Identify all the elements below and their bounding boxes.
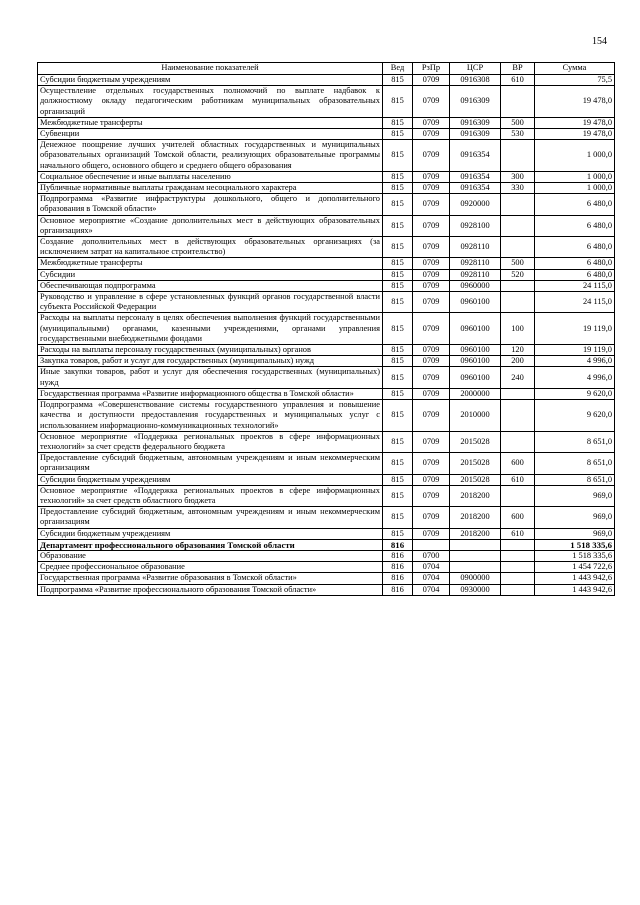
cell-name: Создание дополнительных мест в действующих образовательных организациях (за исключением затрат на капитальное строительство) xyxy=(38,237,383,258)
cell-vr xyxy=(501,215,535,236)
cell-rzpr: 0709 xyxy=(413,269,450,280)
cell-csr: 0928110 xyxy=(450,269,501,280)
cell-rzpr: 0709 xyxy=(413,400,450,432)
cell-rzpr: 0700 xyxy=(413,550,450,561)
column-header-sum: Сумма xyxy=(535,63,615,75)
cell-rzpr: 0709 xyxy=(413,237,450,258)
table-row xyxy=(38,117,615,128)
cell-rzpr: 0709 xyxy=(413,485,450,506)
cell-sum: 8 651,0 xyxy=(535,453,615,474)
table-row xyxy=(38,129,615,140)
cell-ved: 816 xyxy=(383,562,413,573)
cell-rzpr: 0709 xyxy=(413,86,450,118)
cell-vr: 530 xyxy=(501,129,535,140)
cell-csr: 0916354 xyxy=(450,183,501,194)
cell-name: Субсидии бюджетным учреждениям xyxy=(38,528,383,539)
cell-vr: 330 xyxy=(501,183,535,194)
cell-csr: 2018200 xyxy=(450,485,501,506)
cell-sum: 1 000,0 xyxy=(535,171,615,182)
cell-ved: 815 xyxy=(383,345,413,356)
cell-ved: 815 xyxy=(383,453,413,474)
table-row xyxy=(38,215,615,236)
cell-vr: 100 xyxy=(501,313,535,345)
cell-name: Предоставление субсидий бюджетным, автономным учреждениям и иным некоммерческим организациям xyxy=(38,453,383,474)
table-row xyxy=(38,539,615,550)
cell-sum: 6 480,0 xyxy=(535,237,615,258)
cell-sum: 24 115,0 xyxy=(535,280,615,291)
cell-csr: 0960100 xyxy=(450,367,501,388)
cell-vr: 120 xyxy=(501,345,535,356)
cell-rzpr: 0709 xyxy=(413,117,450,128)
cell-sum: 1 518 335,6 xyxy=(535,550,615,561)
cell-vr: 240 xyxy=(501,367,535,388)
cell-rzpr: 0709 xyxy=(413,194,450,215)
cell-vr xyxy=(501,485,535,506)
cell-csr: 0916309 xyxy=(450,117,501,128)
table-body xyxy=(38,75,615,596)
cell-vr xyxy=(501,573,535,584)
table-row xyxy=(38,474,615,485)
cell-rzpr: 0704 xyxy=(413,584,450,595)
cell-csr: 2010000 xyxy=(450,400,501,432)
cell-ved: 815 xyxy=(383,356,413,367)
cell-name: Руководство и управление в сфере установленных функций органов государственной власти субъекта Российской Федерации xyxy=(38,292,383,313)
cell-ved: 815 xyxy=(383,215,413,236)
cell-ved: 815 xyxy=(383,237,413,258)
column-header-rzpr: РзПр xyxy=(413,63,450,75)
table-row xyxy=(38,258,615,269)
cell-rzpr: 0709 xyxy=(413,280,450,291)
cell-sum: 6 480,0 xyxy=(535,269,615,280)
cell-vr xyxy=(501,400,535,432)
cell-name: Департамент профессионального образования Томской области xyxy=(38,539,383,550)
cell-rzpr: 0709 xyxy=(413,258,450,269)
cell-csr: 0928100 xyxy=(450,215,501,236)
table-row xyxy=(38,292,615,313)
cell-rzpr: 0709 xyxy=(413,129,450,140)
cell-vr: 500 xyxy=(501,117,535,128)
cell-csr: 0928110 xyxy=(450,237,501,258)
cell-sum: 1 000,0 xyxy=(535,183,615,194)
cell-vr xyxy=(501,237,535,258)
cell-sum: 19 119,0 xyxy=(535,313,615,345)
cell-csr: 0900000 xyxy=(450,573,501,584)
cell-rzpr: 0709 xyxy=(413,474,450,485)
cell-csr: 0960100 xyxy=(450,292,501,313)
cell-ved: 815 xyxy=(383,292,413,313)
cell-ved: 815 xyxy=(383,171,413,182)
cell-ved: 815 xyxy=(383,258,413,269)
cell-vr xyxy=(501,550,535,561)
cell-name: Социальное обеспечение и иные выплаты населению xyxy=(38,171,383,182)
cell-vr: 610 xyxy=(501,528,535,539)
cell-vr: 600 xyxy=(501,453,535,474)
table-row xyxy=(38,140,615,172)
cell-rzpr: 0709 xyxy=(413,313,450,345)
cell-ved: 815 xyxy=(383,280,413,291)
cell-vr xyxy=(501,194,535,215)
cell-sum: 1 000,0 xyxy=(535,140,615,172)
cell-csr: 2018200 xyxy=(450,528,501,539)
cell-name: Межбюджетные трансферты xyxy=(38,258,383,269)
cell-rzpr: 0709 xyxy=(413,356,450,367)
cell-csr: 2000000 xyxy=(450,388,501,399)
cell-csr: 0960100 xyxy=(450,313,501,345)
cell-name: Образование xyxy=(38,550,383,561)
cell-vr: 300 xyxy=(501,171,535,182)
cell-name: Основное мероприятие «Создание дополнительных мест в действующих образовательных организациях» xyxy=(38,215,383,236)
cell-ved: 815 xyxy=(383,313,413,345)
table-row xyxy=(38,356,615,367)
cell-rzpr: 0709 xyxy=(413,75,450,86)
table-row xyxy=(38,550,615,561)
column-header-name: Наименование показателей xyxy=(38,63,383,75)
cell-ved: 816 xyxy=(383,539,413,550)
cell-csr: 0960100 xyxy=(450,356,501,367)
cell-csr xyxy=(450,562,501,573)
cell-name: Субсидии бюджетным учреждениям xyxy=(38,474,383,485)
table-row xyxy=(38,453,615,474)
cell-sum: 4 996,0 xyxy=(535,356,615,367)
cell-vr: 610 xyxy=(501,75,535,86)
cell-sum: 24 115,0 xyxy=(535,292,615,313)
cell-csr: 2015028 xyxy=(450,453,501,474)
cell-ved: 815 xyxy=(383,129,413,140)
cell-sum: 969,0 xyxy=(535,485,615,506)
cell-name: Осуществление отдельных государственных полномочий по выплате надбавок к должностному окладу педагогическим работникам муниципальных образовательных организаций xyxy=(38,86,383,118)
cell-name: Государственная программа «Развитие информационного общества в Томской области» xyxy=(38,388,383,399)
cell-rzpr: 0709 xyxy=(413,453,450,474)
table-header-row xyxy=(38,63,615,75)
column-header-csr: ЦСР xyxy=(450,63,501,75)
cell-rzpr: 0709 xyxy=(413,388,450,399)
cell-vr xyxy=(501,431,535,452)
table-row xyxy=(38,171,615,182)
cell-csr: 2015028 xyxy=(450,474,501,485)
cell-csr: 0930000 xyxy=(450,584,501,595)
cell-name: Среднее профессиональное образование xyxy=(38,562,383,573)
table-row xyxy=(38,562,615,573)
cell-ved: 816 xyxy=(383,550,413,561)
cell-vr: 500 xyxy=(501,258,535,269)
table-row xyxy=(38,367,615,388)
cell-name: Иные закупки товаров, работ и услуг для обеспечения государственных (муниципальных) нужд xyxy=(38,367,383,388)
cell-rzpr xyxy=(413,539,450,550)
cell-vr xyxy=(501,539,535,550)
cell-csr: 0920000 xyxy=(450,194,501,215)
table-row xyxy=(38,400,615,432)
cell-sum: 969,0 xyxy=(535,528,615,539)
cell-csr: 0916309 xyxy=(450,129,501,140)
cell-vr xyxy=(501,86,535,118)
cell-name: Подпрограмма «Развитие профессионального образования Томской области» xyxy=(38,584,383,595)
cell-vr xyxy=(501,388,535,399)
cell-ved: 815 xyxy=(383,485,413,506)
cell-rzpr: 0704 xyxy=(413,573,450,584)
cell-ved: 815 xyxy=(383,117,413,128)
cell-csr: 0916354 xyxy=(450,140,501,172)
cell-sum: 1 443 942,6 xyxy=(535,573,615,584)
cell-rzpr: 0709 xyxy=(413,140,450,172)
cell-name: Предоставление субсидий бюджетным, автономным учреждениям и иным некоммерческим организациям xyxy=(38,507,383,528)
cell-ved: 815 xyxy=(383,86,413,118)
cell-sum: 19 478,0 xyxy=(535,117,615,128)
cell-csr: 0960000 xyxy=(450,280,501,291)
table-row xyxy=(38,313,615,345)
cell-csr: 2015028 xyxy=(450,431,501,452)
cell-rzpr: 0709 xyxy=(413,431,450,452)
cell-ved: 815 xyxy=(383,140,413,172)
cell-ved: 815 xyxy=(383,474,413,485)
page-number: 154 xyxy=(592,36,607,47)
table-row xyxy=(38,573,615,584)
table-row xyxy=(38,237,615,258)
cell-ved: 815 xyxy=(383,183,413,194)
cell-csr xyxy=(450,550,501,561)
cell-sum: 6 480,0 xyxy=(535,215,615,236)
cell-sum: 9 620,0 xyxy=(535,388,615,399)
cell-sum: 8 651,0 xyxy=(535,474,615,485)
cell-vr: 610 xyxy=(501,474,535,485)
table-row xyxy=(38,194,615,215)
cell-vr xyxy=(501,584,535,595)
cell-name: Субвенции xyxy=(38,129,383,140)
cell-ved: 815 xyxy=(383,194,413,215)
cell-vr: 200 xyxy=(501,356,535,367)
column-header-ved: Вед xyxy=(383,63,413,75)
cell-csr: 0916309 xyxy=(450,86,501,118)
cell-rzpr: 0709 xyxy=(413,345,450,356)
cell-vr xyxy=(501,140,535,172)
cell-csr xyxy=(450,539,501,550)
cell-ved: 815 xyxy=(383,269,413,280)
cell-csr: 2018200 xyxy=(450,507,501,528)
cell-sum: 6 480,0 xyxy=(535,258,615,269)
cell-sum: 75,5 xyxy=(535,75,615,86)
cell-sum: 19 478,0 xyxy=(535,129,615,140)
cell-rzpr: 0704 xyxy=(413,562,450,573)
table-row xyxy=(38,485,615,506)
cell-rzpr: 0709 xyxy=(413,171,450,182)
table-row xyxy=(38,269,615,280)
cell-name: Субсидии бюджетным учреждениям xyxy=(38,75,383,86)
cell-name: Денежное поощрение лучших учителей областных государственных и муниципальных образовательных организаций Томской области, реализующих образовательные программы начального общего, основного общего и среднего общего образования xyxy=(38,140,383,172)
cell-sum: 8 651,0 xyxy=(535,431,615,452)
cell-name: Подпрограмма «Развитие инфраструктуры дошкольного, общего и дополнительного образования в Томской области» xyxy=(38,194,383,215)
cell-ved: 815 xyxy=(383,367,413,388)
cell-ved: 815 xyxy=(383,431,413,452)
table-row xyxy=(38,584,615,595)
cell-sum: 1 518 335,6 xyxy=(535,539,615,550)
cell-vr xyxy=(501,292,535,313)
cell-rzpr: 0709 xyxy=(413,367,450,388)
cell-vr xyxy=(501,280,535,291)
cell-sum: 1 454 722,6 xyxy=(535,562,615,573)
cell-rzpr: 0709 xyxy=(413,507,450,528)
cell-name: Основное мероприятие «Поддержка региональных проектов в сфере информационных технологий» за счет средств федерального бюджета xyxy=(38,431,383,452)
cell-name: Государственная программа «Развитие образования в Томской области» xyxy=(38,573,383,584)
cell-ved: 815 xyxy=(383,528,413,539)
cell-vr: 520 xyxy=(501,269,535,280)
table-row xyxy=(38,507,615,528)
cell-csr: 0960100 xyxy=(450,345,501,356)
table-row xyxy=(38,431,615,452)
table-row xyxy=(38,183,615,194)
cell-vr: 600 xyxy=(501,507,535,528)
cell-ved: 815 xyxy=(383,75,413,86)
cell-csr: 0916308 xyxy=(450,75,501,86)
cell-ved: 816 xyxy=(383,573,413,584)
cell-ved: 816 xyxy=(383,584,413,595)
cell-name: Расходы на выплаты персоналу в целях обеспечения выполнения функций государственными (муниципальными) органами, казенными учреждениями, органами управления государственными внебюджетными фондами xyxy=(38,313,383,345)
cell-name: Расходы на выплаты персоналу государственных (муниципальных) органов xyxy=(38,345,383,356)
cell-csr: 0928110 xyxy=(450,258,501,269)
cell-sum: 4 996,0 xyxy=(535,367,615,388)
cell-sum: 19 119,0 xyxy=(535,345,615,356)
cell-rzpr: 0709 xyxy=(413,528,450,539)
cell-sum: 9 620,0 xyxy=(535,400,615,432)
cell-ved: 815 xyxy=(383,507,413,528)
cell-sum: 19 478,0 xyxy=(535,86,615,118)
cell-csr: 0916354 xyxy=(450,171,501,182)
table-row xyxy=(38,388,615,399)
cell-name: Основное мероприятие «Поддержка региональных проектов в сфере информационных технологий» за счет средств областного бюджета xyxy=(38,485,383,506)
column-header-vr: ВР xyxy=(501,63,535,75)
cell-name: Публичные нормативные выплаты гражданам несоциального характера xyxy=(38,183,383,194)
table-row xyxy=(38,75,615,86)
budget-table xyxy=(37,62,615,596)
table-row xyxy=(38,86,615,118)
cell-sum: 969,0 xyxy=(535,507,615,528)
cell-name: Субсидии xyxy=(38,269,383,280)
cell-name: Обеспечивающая подпрограмма xyxy=(38,280,383,291)
cell-ved: 815 xyxy=(383,388,413,399)
cell-rzpr: 0709 xyxy=(413,292,450,313)
table-row xyxy=(38,345,615,356)
cell-sum: 1 443 942,6 xyxy=(535,584,615,595)
cell-sum: 6 480,0 xyxy=(535,194,615,215)
table-row xyxy=(38,280,615,291)
cell-rzpr: 0709 xyxy=(413,183,450,194)
cell-vr xyxy=(501,562,535,573)
table-row xyxy=(38,528,615,539)
cell-rzpr: 0709 xyxy=(413,215,450,236)
cell-name: Закупка товаров, работ и услуг для государственных (муниципальных) нужд xyxy=(38,356,383,367)
cell-name: Подпрограмма «Совершенствование системы государственного управления и повышение качества и доступности предоставления государственных и муниципальных услуг с использованием информационно-коммуникационных технологий» xyxy=(38,400,383,432)
cell-name: Межбюджетные трансферты xyxy=(38,117,383,128)
cell-ved: 815 xyxy=(383,400,413,432)
